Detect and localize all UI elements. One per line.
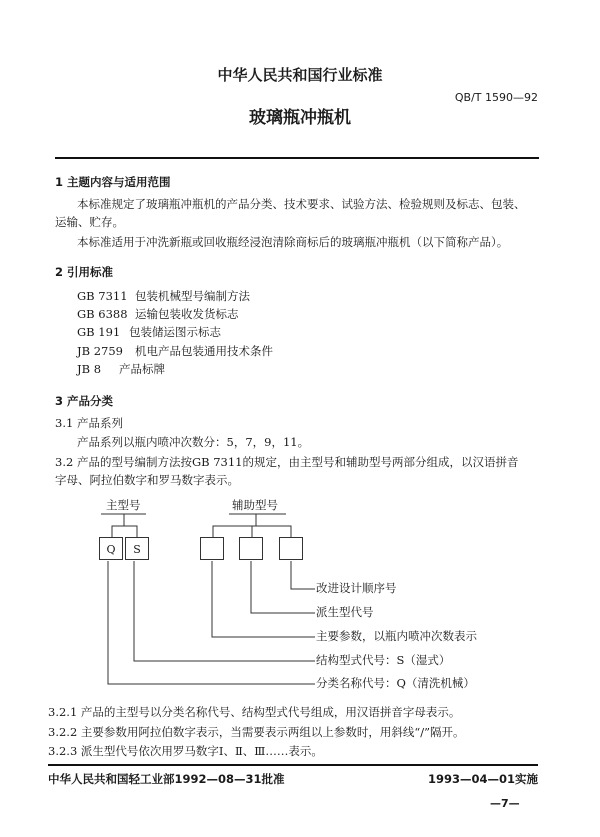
page-number: —7— [490, 797, 520, 810]
reference-title: 包装储运图示标志 [129, 325, 221, 339]
main-model-label: 主型号 [106, 498, 141, 512]
callout-label: 改进设计顺序号 [316, 581, 397, 595]
aux-model-label: 辅助型号 [232, 498, 278, 512]
reference-title: 运输包装收发货标志 [135, 307, 239, 321]
code-box-revision [279, 537, 303, 560]
code-box-s: S [125, 537, 149, 560]
callout-label: 分类名称代号：Q（清洗机械） [316, 676, 475, 690]
reference-code: JB 8 [77, 362, 102, 376]
section-3-1-heading: 3.1 产品系列 [55, 416, 123, 430]
reference-title: 产品标牌 [119, 362, 165, 376]
section-3-1-text: 产品系列以瓶内喷冲次数分：5，7，9，11。 [77, 435, 310, 449]
section-1-heading: 1 主题内容与适用范围 [55, 175, 171, 189]
section-3-2-text: 3.2 产品的型号编制方法按GB 7311的规定，由主型号和辅助型号两部分组成，以汉语拼音 [55, 455, 519, 469]
section-1-para-1: 本标准规定了玻璃瓶冲瓶机的产品分类、技术要求、试验方法、检验规则及标志、包装、 [77, 197, 526, 211]
standard-code: QB/T 1590—92 [454, 91, 538, 104]
approval-text: 中华人民共和国轻工业部1992—08—31批准 [48, 772, 285, 786]
code-box-q: Q [99, 537, 123, 560]
org-title: 中华人民共和国行业标准 [217, 66, 383, 84]
reference-title: 机电产品包装通用技术条件 [135, 344, 273, 358]
section-3-2-1: 3.2.1 产品的主型号以分类名称代号、结构型式代号组成，用汉语拼音字母表示。 [48, 705, 461, 719]
reference-code: GB 7311 [77, 289, 128, 303]
reference-code: GB 6388 [77, 307, 128, 321]
callout-label: 结构型式代号：S（湿式） [316, 653, 451, 667]
doc-title: 玻璃瓶冲瓶机 [249, 108, 351, 128]
reference-title: 包装机械型号编制方法 [135, 289, 250, 303]
section-2-heading: 2 引用标准 [55, 265, 114, 279]
section-3-2-text-cont: 字母、阿拉伯数字和罗马数字表示。 [55, 473, 239, 487]
section-1-para-1-cont: 运输、贮存。 [55, 215, 124, 229]
reference-code: JB 2759 [77, 344, 123, 358]
callout-label: 派生型代号 [316, 605, 374, 619]
callout-label: 主要参数，以瓶内喷冲次数表示 [316, 629, 477, 643]
code-box-derivative [239, 537, 263, 560]
footer-rule [48, 764, 538, 766]
section-3-2-2: 3.2.2 主要参数用阿拉伯数字表示，当需要表示两组以上参数时，用斜线“/”隔开。 [48, 725, 465, 739]
reference-code: GB 191 [77, 325, 121, 339]
code-box-param [200, 537, 224, 560]
effective-date: 1993—04—01实施 [427, 772, 538, 786]
section-3-heading: 3 产品分类 [55, 394, 114, 408]
section-3-2-3: 3.2.3 派生型代号依次用罗马数字Ⅰ、Ⅱ、Ⅲ……表示。 [48, 744, 323, 758]
section-1-para-2: 本标准适用于冲洗新瓶或回收瓶经浸泡清除商标后的玻璃瓶冲瓶机（以下简称产品）。 [77, 235, 509, 249]
